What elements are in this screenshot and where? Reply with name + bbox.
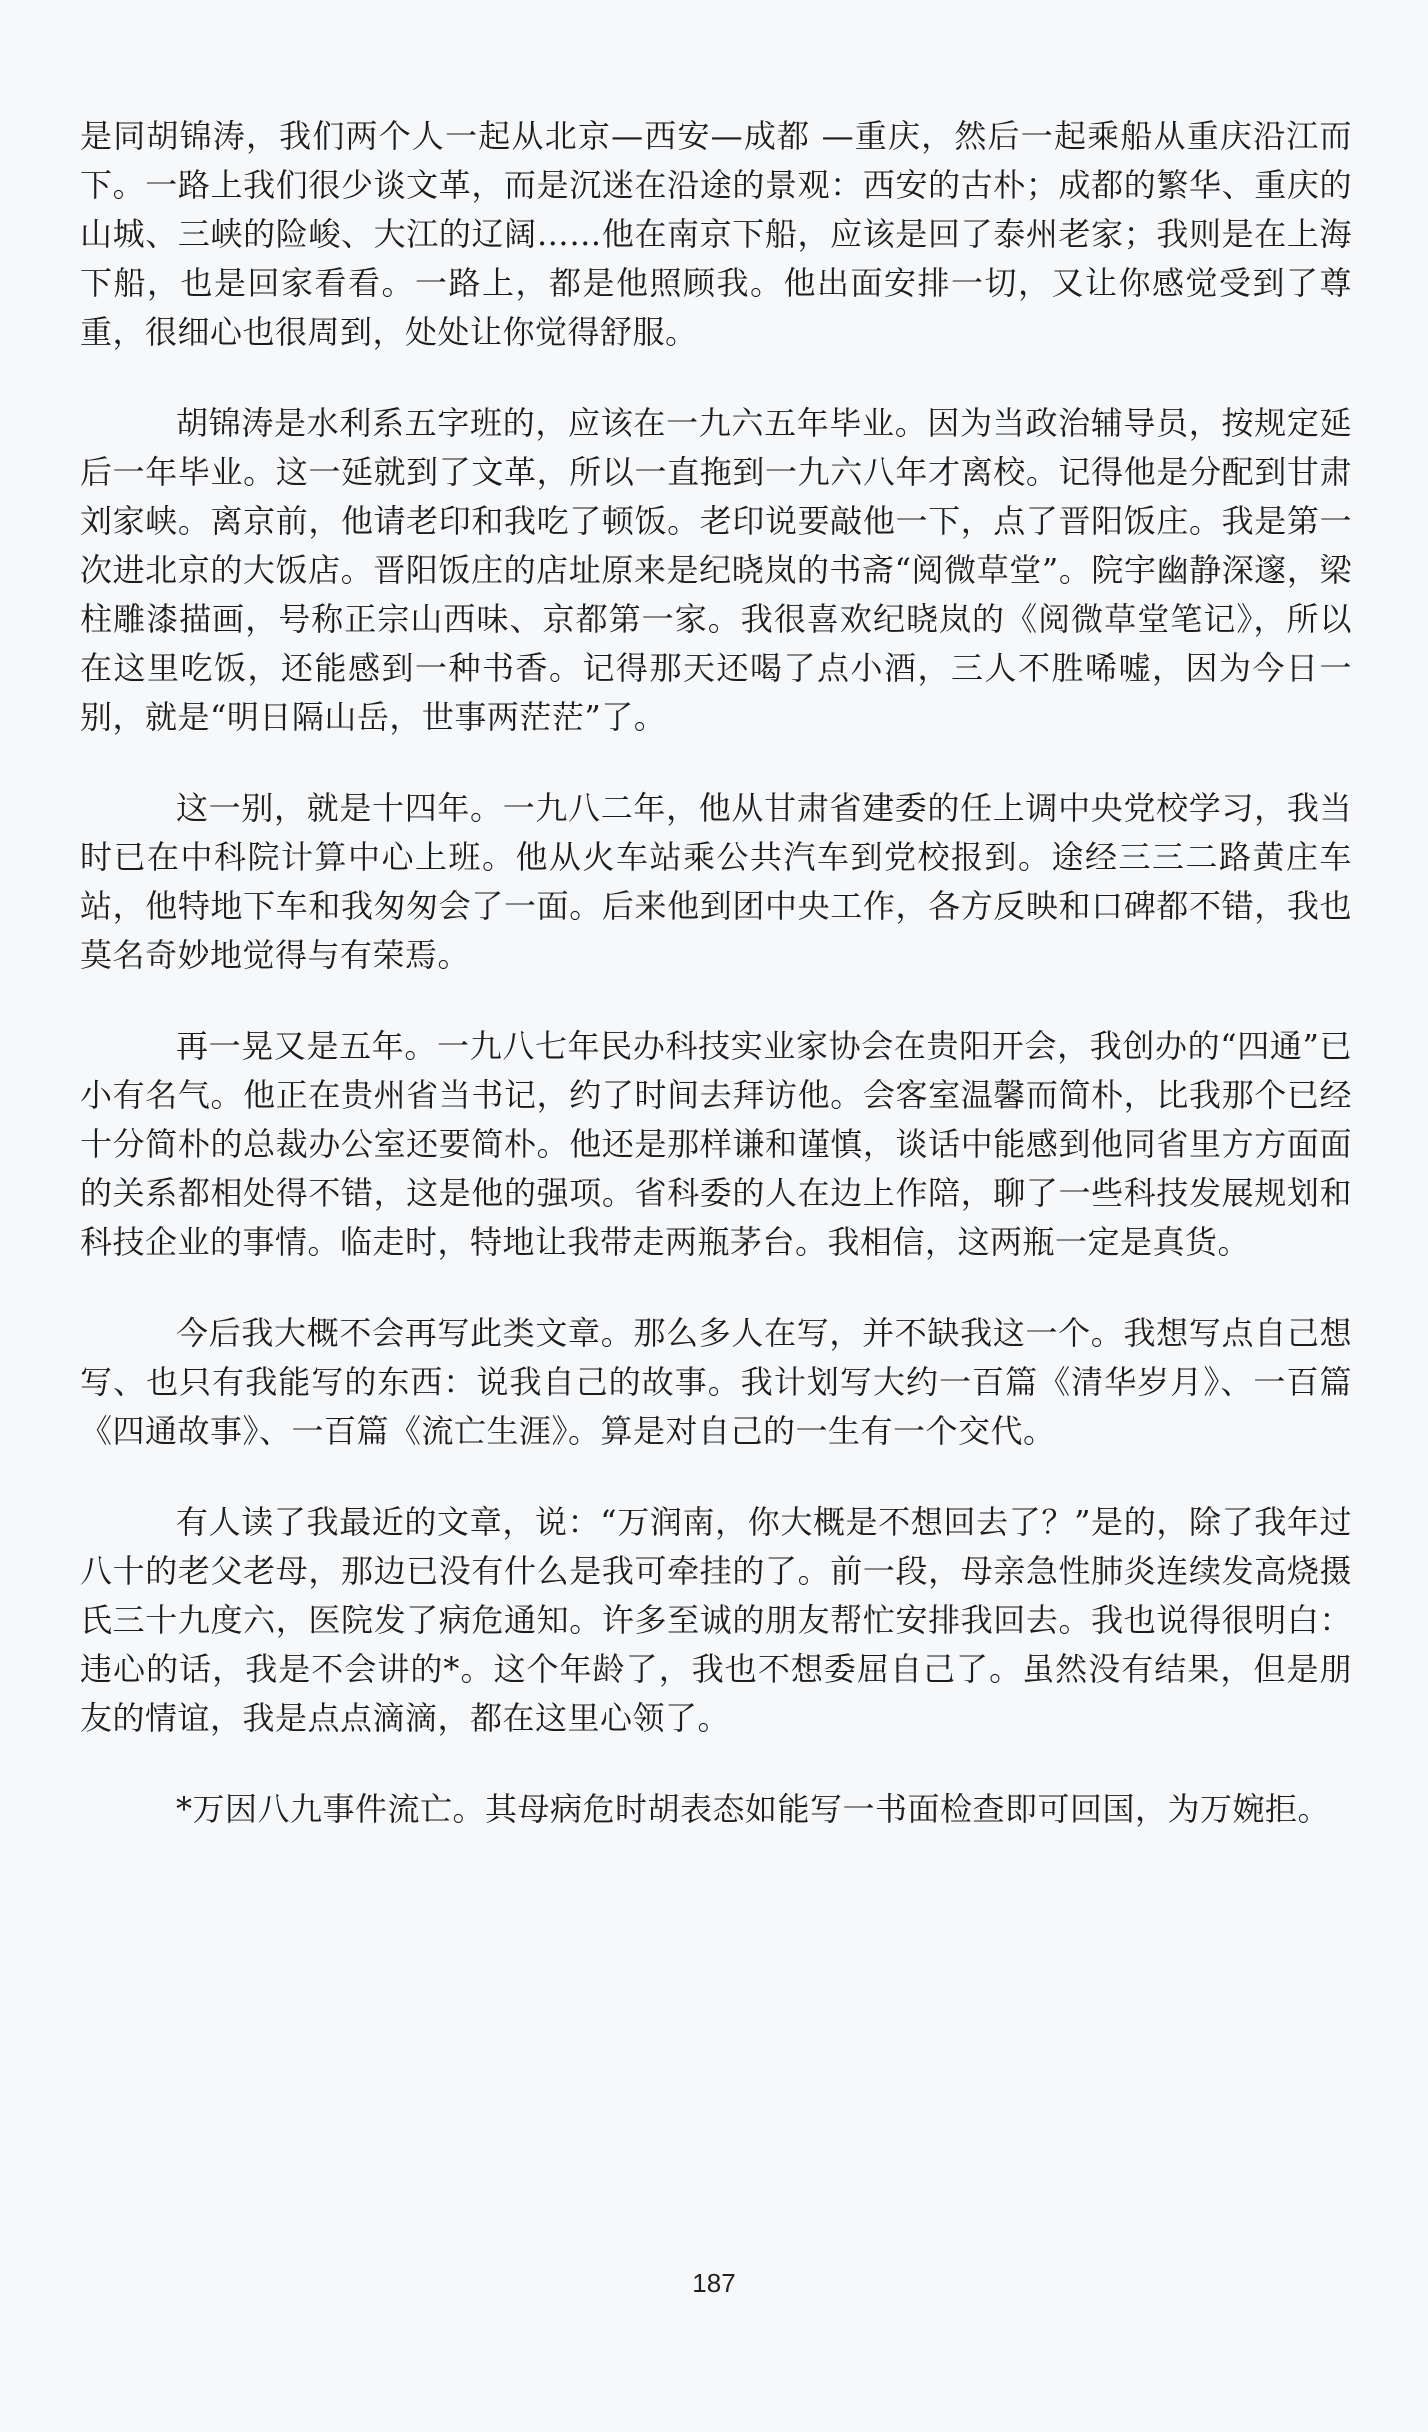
paragraph-3: 这一别，就是十四年。一九八二年，他从甘肃省建委的任上调中央党校学习，我当时已在中科院计算中心上班。他从火车站乘公共汽车到党校报到。途经三三二路黄庄车站，他特地下车和我匆匆会了一面。后来他到团中央工作，各方反映和口碑都不错，我也莫名奇妙地觉得与有荣焉。 xyxy=(80,789,1352,974)
paragraph-2: 胡锦涛是水利系五字班的，应该在一九六五年毕业。因为当政治辅导员，按规定延后一年毕业。这一延就到了文革，所以一直拖到一九六八年才离校。记得他是分配到甘肃刘家峡。离京前，他请老印和我吃了顿饭。老印说要敲他一下，点了晋阳饭庄。我是第一次进北京的大饭店。晋阳饭庄的店址原来是纪晓岚的书斋“阅微草堂”。院宇幽静深邃，梁柱雕漆描画，号称正宗山西味、京都第一家。我很喜欢纪晓岚的《阅微草堂笔记》，所以在这里吃饭，还能感到一种书香。记得那天还喝了点小酒，三人不胜唏嘘，因为今日一别，就是“明日隔山岳，世事两茫茫”了。 xyxy=(80,404,1352,736)
paragraph-6: 有人读了我最近的文章，说：“万润南，你大概是不想回去了？”是的，除了我年过八十的老父老母，那边已没有什么是我可牵挂的了。前一段，母亲急性肺炎连续发高烧摄氏三十九度六，医院发了病危通知。许多至诚的朋友帮忙安排我回去。我也说得很明白：违心的话，我是不会讲的*。这个年龄了，我也不想委屈自己了。虽然没有结果，但是朋友的情谊，我是点点滴滴，都在这里心领了。 xyxy=(80,1503,1352,1737)
paragraph-5: 今后我大概不会再写此类文章。那么多人在写，并不缺我这一个。我想写点自己想写、也只有我能写的东西：说我自己的故事。我计划写大约一百篇《清华岁月》、一百篇《四通故事》、一百篇《流亡生涯》。算是对自己的一生有一个交代。 xyxy=(80,1314,1352,1450)
footnote: *万因八九事件流亡。其母病危时胡表态如能写一书面检查即可回国，为万婉拒。 xyxy=(176,1790,1331,1828)
document-body xyxy=(80,112,1352,1876)
paragraph-4: 再一晃又是五年。一九八七年民办科技实业家协会在贵阳开会，我创办的“四通”已小有名气。他正在贵州省当书记，约了时间去拜访他。会客室温馨而简朴，比我那个已经十分简朴的总裁办公室还要简朴。他还是那样谦和谨慎，谈话中能感到他同省里方方面面的关系都相处得不错，这是他的强项。省科委的人在边上作陪，聊了一些科技发展规划和科技企业的事情。临走时，特地让我带走两瓶茅台。我相信，这两瓶一定是真货。 xyxy=(80,1027,1352,1261)
page-number: 187 xyxy=(692,2268,736,2298)
paragraph-1: 是同胡锦涛，我们两个人一起从北京—西安—成都 —重庆，然后一起乘船从重庆沿江而下。一路上我们很少谈文革，而是沉迷在沿途的景观：西安的古朴；成都的繁华、重庆的山城、三峡的险峻、大江的辽阔……他在南京下船，应该是回了泰州老家；我则是在上海下船，也是回家看看。一路上，都是他照顾我。他出面安排一切，又让你感觉受到了尊重，很细心也很周到，处处让你觉得舒服。 xyxy=(80,117,1352,351)
